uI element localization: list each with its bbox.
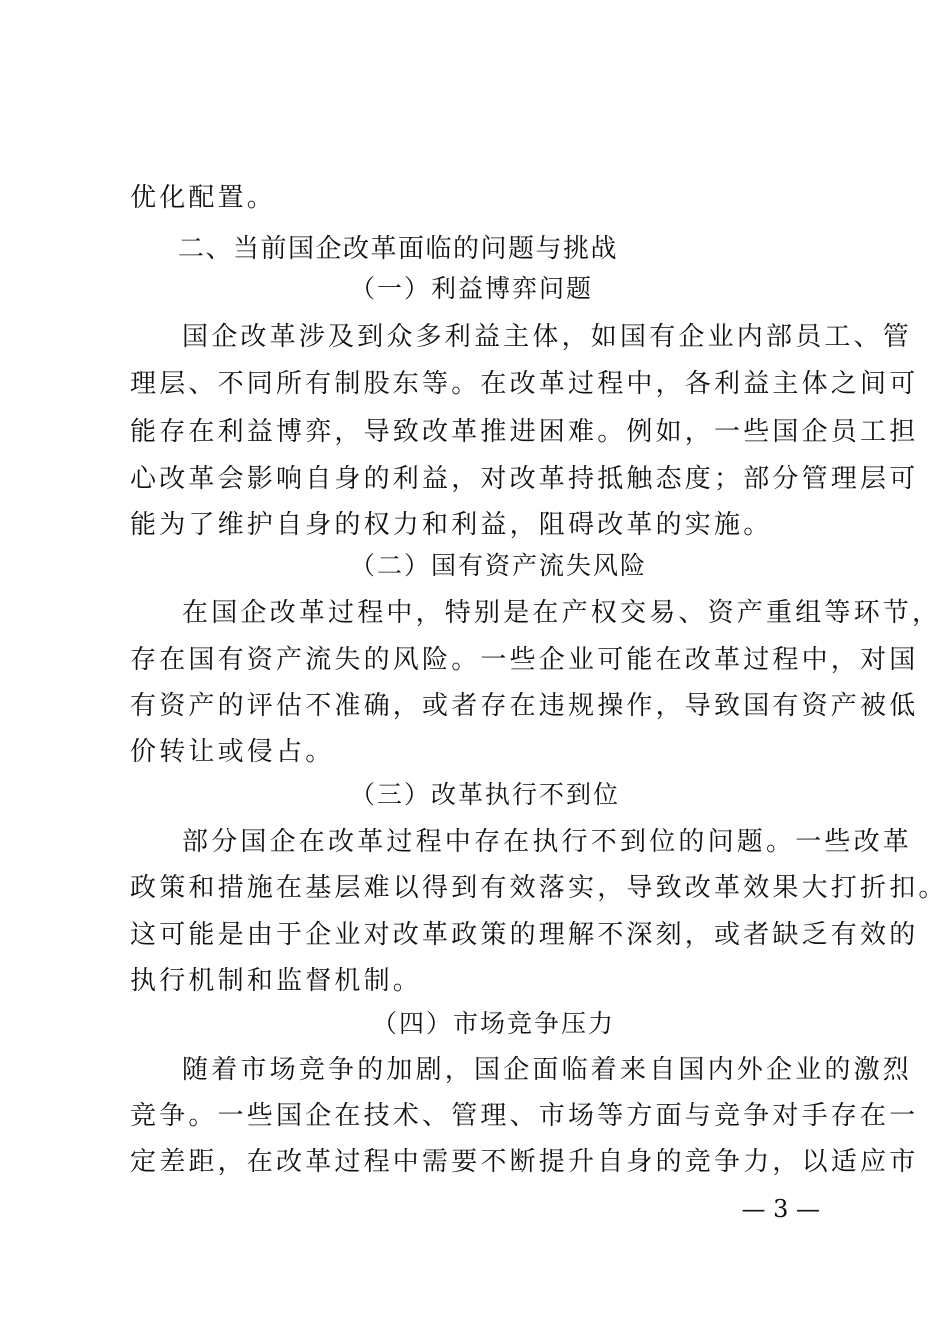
opening-line: 优化配置。 [130, 183, 277, 213]
paragraph-line-3-2: 政策和措施在基层难以得到有效落实，导致改革效果大打折扣。 [130, 873, 948, 903]
paragraph-line-4-3: 定差距，在改革过程中需要不断提升自身的竞争力，以适应市 [130, 1147, 919, 1177]
paragraph-line-4-1: 随着市场竞争的加剧，国企面临着来自国内外企业的激烈 [182, 1055, 913, 1085]
paragraph-line-1-4: 心改革会影响自身的利益，对改革持抵触态度；部分管理层可 [130, 464, 919, 494]
paragraph-line-2-4: 价转让或侵占。 [130, 737, 335, 767]
subheading-1: （一）利益博弈问题 [350, 274, 594, 303]
paragraph-line-1-3: 能存在利益博弈，导致改革推进困难。例如，一些国企员工担 [130, 417, 919, 447]
paragraph-line-2-1: 在国企改革过程中，特别是在产权交易、资产重组等环节， [182, 598, 942, 628]
paragraph-line-1-2: 理层、不同所有制股东等。在改革过程中，各利益主体之间可 [130, 369, 919, 399]
paragraph-line-3-3: 这可能是由于企业对改革政策的理解不深刻，或者缺乏有效的 [130, 920, 919, 950]
paragraph-line-3-4: 执行机制和监督机制。 [130, 966, 423, 996]
paragraph-line-4-2: 竞争。一些国企在技术、管理、市场等方面与竞争对手存在一 [130, 1101, 919, 1131]
subheading-3: （三）改革执行不到位 [350, 780, 621, 809]
subheading-4: （四）市场竞争压力 [372, 1009, 616, 1038]
paragraph-line-1-5: 能为了维护自身的权力和利益，阻碍改革的实施。 [130, 510, 773, 540]
paragraph-line-3-1: 部分国企在改革过程中存在执行不到位的问题。一些改革 [182, 827, 913, 857]
page-number: — 3 — [741, 1195, 820, 1223]
paragraph-line-2-2: 存在国有资产流失的风险。一些企业可能在改革过程中，对国 [130, 645, 919, 675]
paragraph-line-2-3: 有资产的评估不准确，或者存在违规操作，导致国有资产被低 [130, 691, 919, 721]
subheading-2: （二）国有资产流失风险 [350, 551, 648, 580]
section-title: 二、当前国企改革面临的问题与挑战 [178, 234, 619, 264]
paragraph-line-1-1: 国企改革涉及到众多利益主体，如国有企业内部员工、管 [182, 322, 913, 352]
